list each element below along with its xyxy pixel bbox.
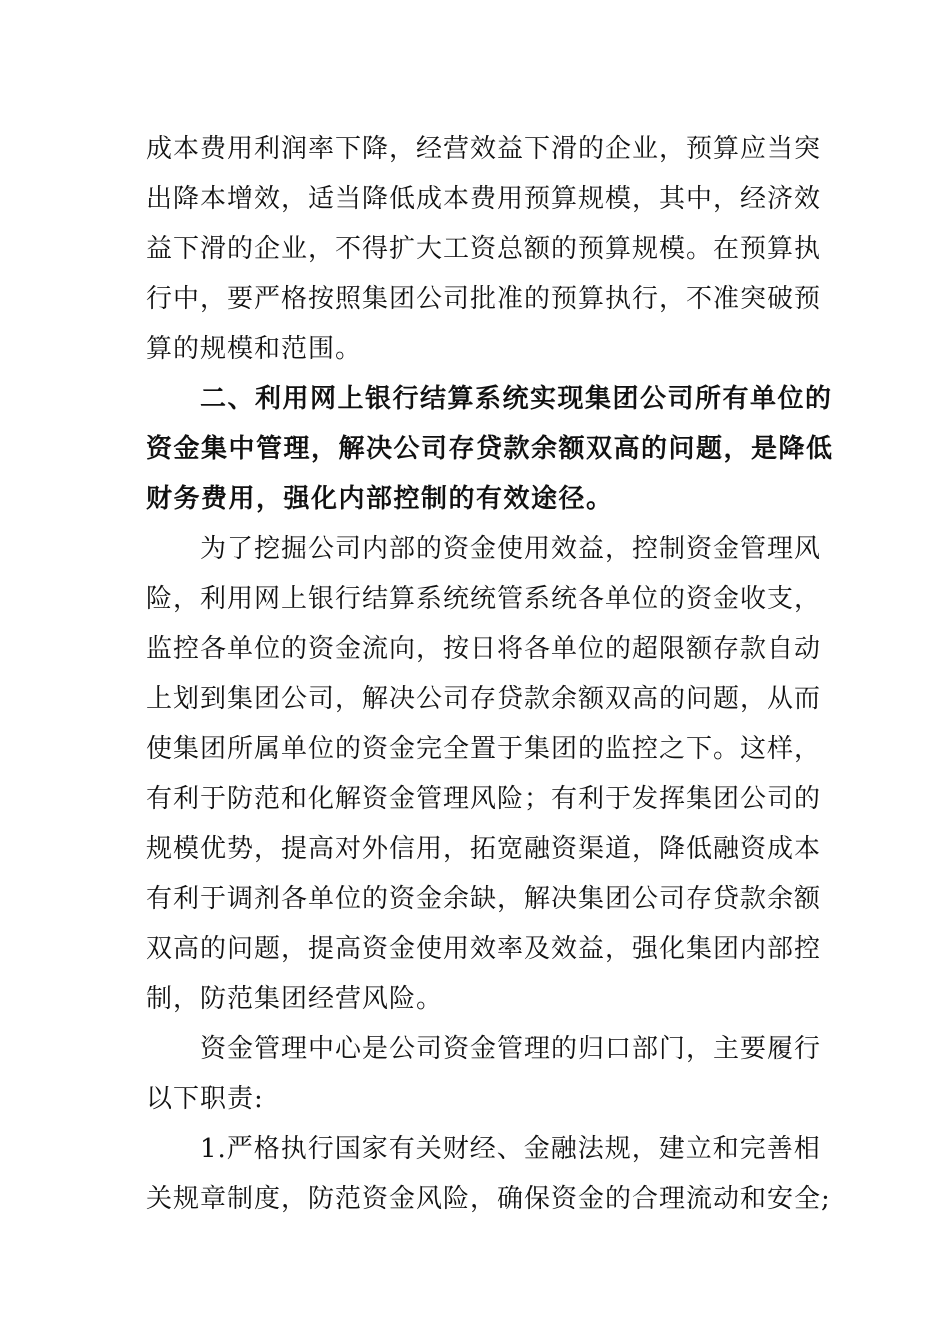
text-line: 制，防范集团经营风险。 [146,984,444,1014]
paragraph-center-duties [146,1024,822,1124]
text-line: 有利于防范和化解资金管理风险；有利于发挥集团公司的 [146,784,822,814]
text-line: 上划到集团公司，解决公司存贷款余额双高的问题，从而 [146,684,822,714]
section-heading-two [146,374,834,524]
text-line: 算的规模和范围。 [146,334,363,364]
text-line: 以下职责: [146,1084,264,1114]
text-line: 益下滑的企业，不得扩大工资总额的预算规模。在预算执 [146,234,822,264]
text-line: 1.严格执行国家有关财经、金融法规，建立和完善相 [200,1134,821,1164]
list-item-duty-1 [146,1124,831,1224]
text-line: 险，利用网上银行结算系统统管系统各单位的资金收支， [146,584,822,614]
text-line: 关规章制度，防范资金风险，确保资金的合理流动和安全; [146,1184,831,1214]
paragraph-budget-control [146,124,822,374]
heading-line: 财务费用，强化内部控制的有效途径。 [146,484,614,514]
text-line: 成本费用利润率下降，经营效益下滑的企业，预算应当突 [146,134,822,164]
heading-line: 资金集中管理，解决公司存贷款余额双高的问题，是降低 [146,434,834,464]
paragraph-fund-management [146,524,822,1024]
text-line: 有利于调剂各单位的资金余缺，解决集团公司存贷款余额 [146,884,822,914]
text-line: 规模优势，提高对外信用，拓宽融资渠道，降低融资成本 [146,834,822,864]
text-line: 出降本增效，适当降低成本费用预算规模，其中，经济效 [146,184,822,214]
text-line: 资金管理中心是公司资金管理的归口部门，主要履行 [200,1034,822,1064]
text-line: 监控各单位的资金流向，按日将各单位的超限额存款自动 [146,634,822,664]
text-line: 双高的问题，提高资金使用效率及效益，强化集团内部控 [146,934,822,964]
document-body [146,124,834,1224]
text-line: 为了挖掘公司内部的资金使用效益，控制资金管理风 [200,534,822,564]
text-line: 使集团所属单位的资金完全置于集团的监控之下。这样， [146,734,822,764]
text-line: 行中，要严格按照集团公司批准的预算执行，不准突破预 [146,284,822,314]
heading-line: 二、利用网上银行结算系统实现集团公司所有单位的 [200,384,833,414]
